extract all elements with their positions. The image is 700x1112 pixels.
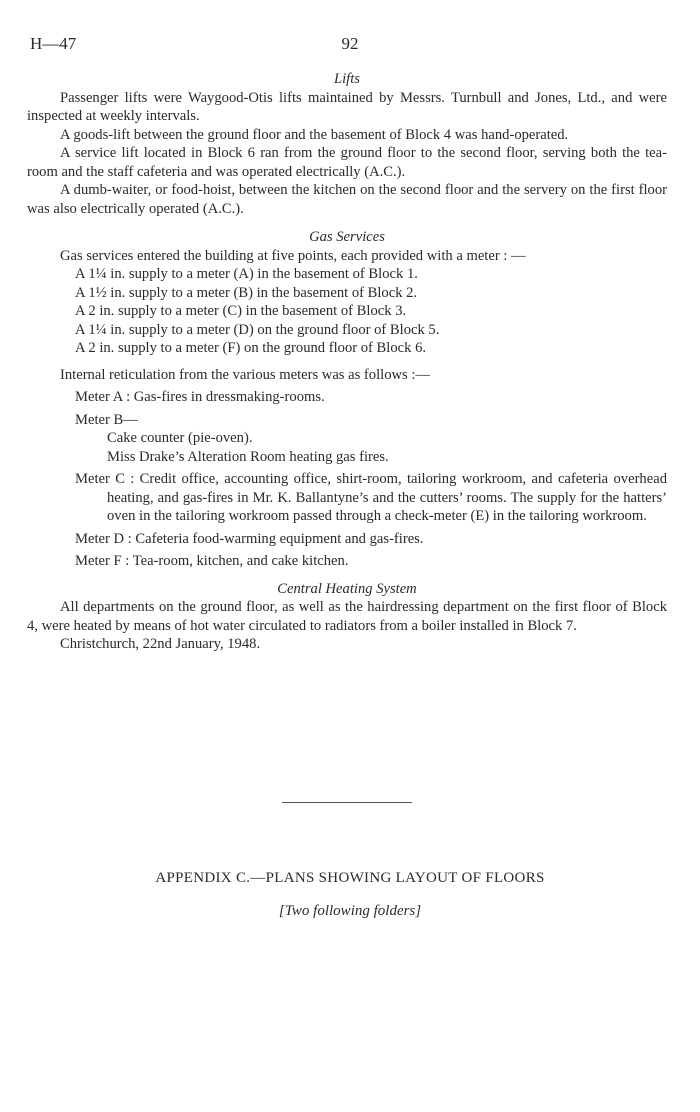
reticulation-intro: Internal reticulation from the various meters was as follows :— [60,366,431,383]
meter-d-line: Meter D : Cafeteria food-warming equipment and gas-fires. [75,530,424,547]
page-number: 92 [341,34,359,53]
meter-c-line: Meter C : Credit office, accounting office, shirt-room, tailoring workroom, and cafeteria overhead heating, and gas-fires in Mr. K. Ballantyne’s and the cutters’ rooms. The supply for the hatters’ oven in the tailoring workroom passed through a check-meter (E) in the tailoring workroom. [75,471,667,524]
gas-heading: Gas Services [309,229,385,245]
page-header [30,34,670,58]
gas-intro: Gas services entered the building at five points, each provided with a meter : — [60,247,526,264]
page-content [27,70,667,654]
gas-supply-b: A 1½ in. supply to a meter (B) in the basement of Block 2. [75,284,418,301]
section-divider [282,802,412,803]
meter-f-line: Meter F : Tea-room, kitchen, and cake kitchen. [75,553,349,569]
heating-paragraph: All departments on the ground floor, as well as the hairdressing department on the first floor of Block 4, were heated by means of hot water circulated to radiators from a boiler installed in Block 7. [27,599,667,634]
appendix-note-text: [Two following folders] [278,903,422,919]
gas-supply-d: A 1¼ in. supply to a meter (D) on the ground floor of Block 5. [75,321,440,338]
lifts-paragraph-4: A dumb-waiter, or food-hoist, between the kitchen on the second floor and the servery on the first floor was also electrically operated (A.C.). [27,182,667,217]
heating-heading: Central Heating System [277,580,417,597]
gas-supply-a: A 1¼ in. supply to a meter (A) in the basement of Block 1. [75,266,418,282]
signoff-line: Christchurch, 22nd January, 1948. [60,636,261,652]
meter-b-line: Meter B— [75,411,138,428]
lifts-paragraph-2: A goods-lift between the ground floor and the basement of Block 4 was hand-operated. [60,126,569,143]
lifts-paragraph-1: Passenger lifts were Waygood-Otis lifts maintained by Messrs. Turnbull and Jones, Ltd., and were inspected at weekly intervals. [27,89,667,124]
gas-supply-c: A 2 in. supply to a meter (C) in the basement of Block 3. [75,303,407,319]
appendix-title: APPENDIX C.—PLANS SHOWING LAYOUT OF FLOORS [155,870,545,886]
meter-b-item-1: Cake counter (pie-oven). [107,430,253,446]
meter-a-line: Meter A : Gas-fires in dressmaking-rooms. [75,389,325,405]
lifts-paragraph-3: A service lift located in Block 6 ran from the ground floor to the second floor, serving both the tea-room and the staff cafeteria and was operated electrically (A.C.). [27,145,667,180]
document-reference: H—47 [30,34,77,53]
meter-b-item-2: Miss Drake’s Alteration Room heating gas fires. [107,448,389,465]
appendix-note [0,903,700,920]
lifts-heading: Lifts [334,71,360,87]
gas-supply-f: A 2 in. supply to a meter (F) on the ground floor of Block 6. [75,340,427,356]
